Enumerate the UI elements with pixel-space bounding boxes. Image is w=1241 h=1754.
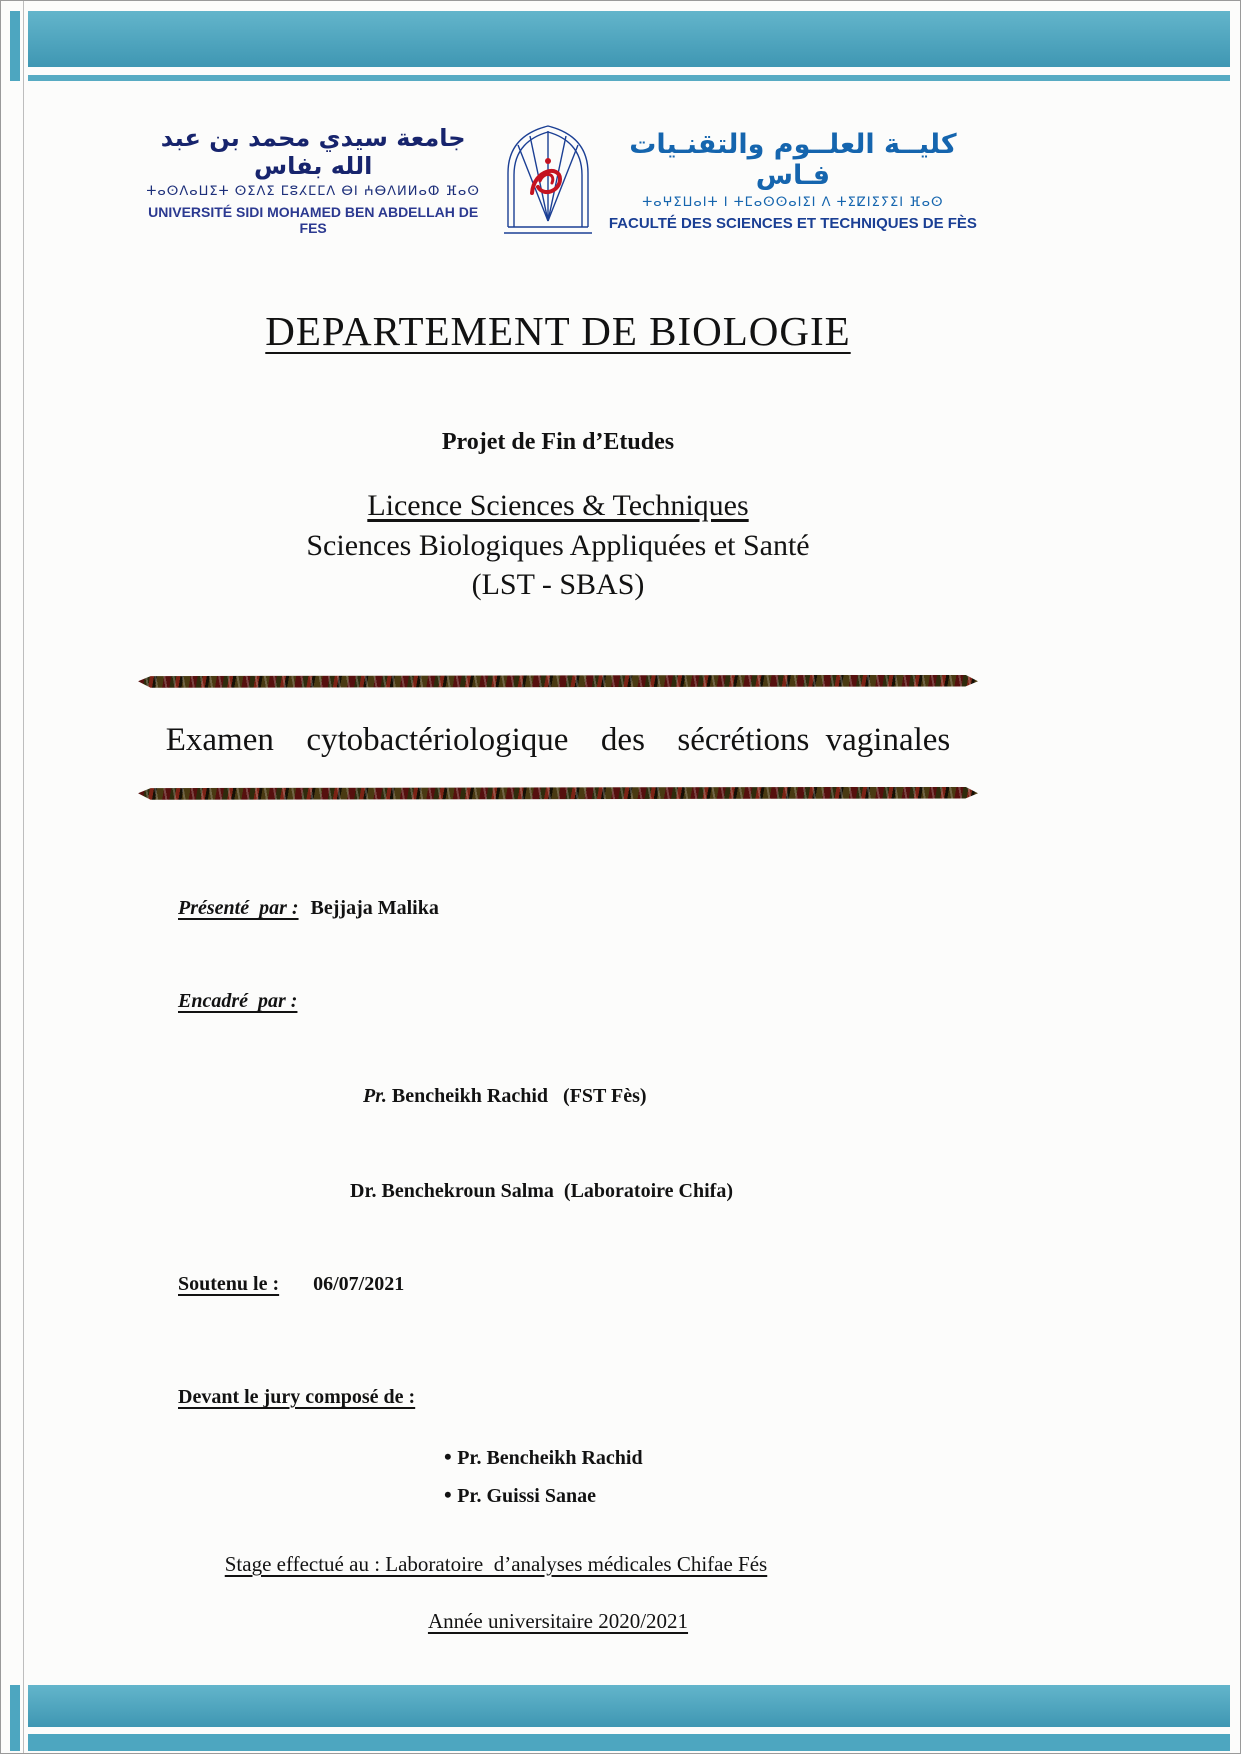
presented-by-label: Présenté par : — [178, 896, 299, 919]
bottom-border-line — [28, 1734, 1230, 1751]
top-border-band — [28, 11, 1230, 67]
degree-block — [138, 486, 978, 605]
supervisor-2-title: Dr. — [350, 1179, 377, 1202]
degree-line-1: Licence Sciences & Techniques — [367, 489, 749, 522]
department-title: DEPARTEMENT DE BIOLOGIE — [265, 308, 851, 354]
top-border-line — [28, 75, 1230, 81]
top-left-corner-strip — [10, 11, 20, 81]
faculty-block — [608, 129, 978, 232]
institution-header — [138, 121, 978, 239]
thesis-title: Examen cytobactériologique des sécrétions vaginales — [165, 721, 951, 758]
defense-date-label: Soutenu le : — [178, 1272, 280, 1295]
jury-member: • Pr. Guissi Sanae — [444, 1482, 978, 1508]
defense-date-value: 06/07/2021 — [313, 1272, 405, 1295]
faculty-name-arabic: كليــة العلــوم والتقنـيات فـاس — [629, 128, 957, 191]
academic-year-line: Année universitaire 2020/2021 — [427, 1608, 689, 1633]
project-type-heading: Projet de Fin d’Etudes — [441, 429, 675, 455]
ornamental-divider-bottom — [138, 787, 978, 800]
defense-date-line — [138, 1250, 978, 1319]
supervisor-1-title: Pr. — [363, 1084, 387, 1107]
jury-member: • Pr. Bencheikh Rachid — [444, 1444, 978, 1470]
faculty-name-tifinagh: ⵜⴰⵖⵉⵡⴰⵏⵜ ⵏ ⵜⵎⴰⵙⵙⴰⵏⵉⵏ ⴷ ⵜⵉⵇⵏⵉⵢⵉⵏ ⴼⴰⵙ — [642, 194, 944, 210]
supervisor-1-name: Bencheikh Rachid (FST Fès) — [386, 1084, 647, 1107]
jury-heading-line — [138, 1363, 978, 1432]
page-content — [138, 121, 978, 1634]
author-name: Bejjaja Malika — [310, 896, 439, 919]
university-name-french: UNIVERSITÉ SIDI MOHAMED BEN ABDELLAH DE FES — [148, 204, 479, 236]
bottom-left-corner-strip — [10, 1685, 20, 1751]
supervisor-2-name: Benchekroun Salma (Laboratoire Chifa) — [376, 1179, 733, 1202]
supervisor-1-line — [323, 1062, 978, 1131]
supervised-by-line — [138, 967, 978, 1036]
supervised-by-label: Encadré par : — [178, 989, 298, 1012]
university-name-arabic: جامعة سيدي محمد بن عبد الله بفاس — [160, 124, 466, 180]
defense-details — [138, 874, 978, 1634]
university-name-tifinagh: ⵜⴰⵙⴷⴰⵡⵉⵜ ⵙⵉⴷⵉ ⵎⵓⵃⵎⵎⴷ ⴱⵏ ⵄⴱⴷⵍⵍⴰⵀ ⴼⴰⵙ — [146, 184, 480, 199]
bottom-border-band — [28, 1685, 1230, 1727]
internship-location-line: Stage effectué au : Laboratoire d’analyses médicales Chifae Fés — [224, 1551, 768, 1576]
ornamental-divider-top — [138, 675, 978, 688]
supervisor-2-line — [310, 1157, 978, 1226]
jury-heading-label: Devant le jury composé de : — [178, 1385, 416, 1408]
presented-by-line — [138, 874, 978, 943]
university-block — [138, 124, 488, 236]
degree-line-3: (LST - SBAS) — [471, 568, 645, 602]
faculty-name-french: FACULTÉ DES SCIENCES ET TECHNIQUES DE FÈS — [608, 214, 977, 232]
jury-list — [138, 1444, 978, 1508]
university-logo-icon — [492, 121, 603, 239]
left-margin-rule — [23, 1, 24, 1753]
degree-line-2: Sciences Biologiques Appliquées et Santé — [306, 528, 810, 562]
